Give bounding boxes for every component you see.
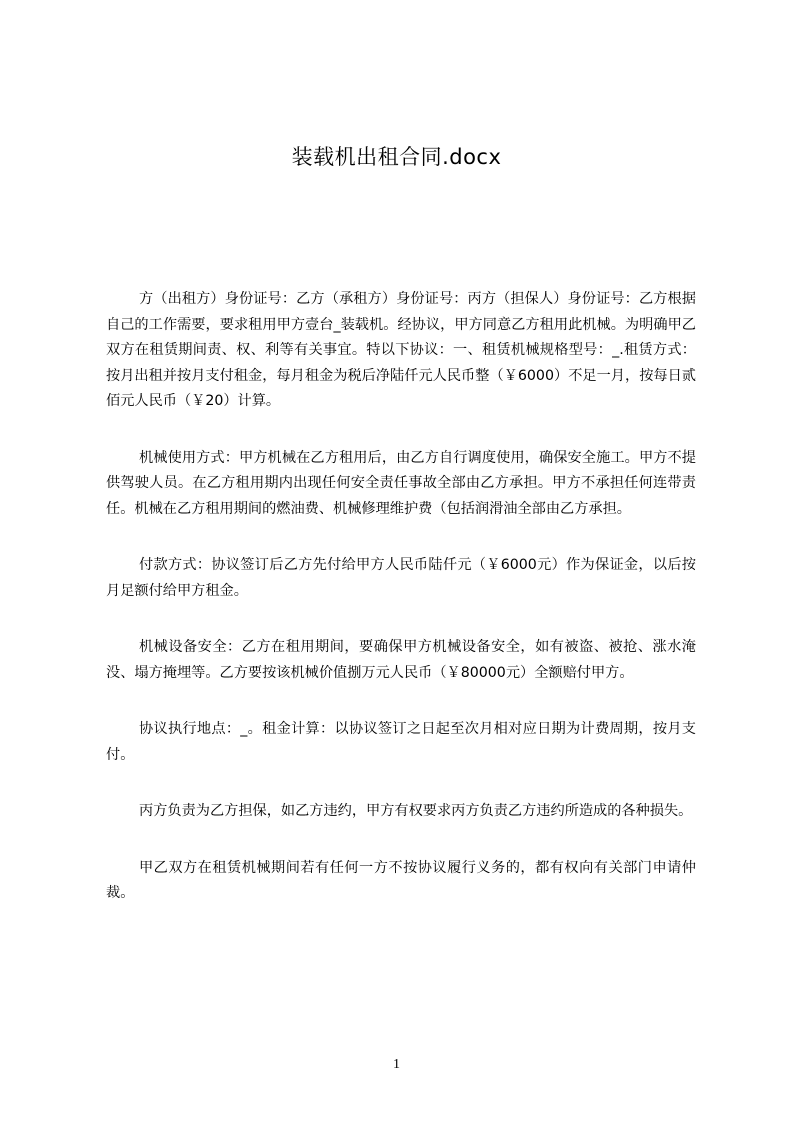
page-number: 1 [393,1057,400,1072]
paragraph-guarantee: 丙方负责为乙方担保，如乙方违约，甲方有权要求丙方负责乙方违约所造成的各种损失。 [139,803,693,819]
paragraph-arbitration: 甲乙双方在租赁机械期间若有任何一方不按协议履行义务的，都有权向有关部门申请仲裁。 [106,859,696,901]
paragraph-usage: 机械使用方式：甲方机械在乙方租用后，由乙方自行调度使用，确保安全施工。甲方不提供驾驶人员。在乙方租用期内出现任何安全责任事故全部由乙方承担。甲方不承担任何连带责任。机械在乙方租用期间的燃油费、机械修理维护费（包括润滑油全部由乙方承担。 [106,449,696,517]
paragraph-safety: 机械设备安全：乙方在租用期间，要确保甲方机械设备安全，如有被盗、被抢、涨水淹没、塌方掩埋等。乙方要按该机械价值捌万元人民币（￥80000元）全额赔付甲方。 [106,639,696,681]
paragraph-location: 协议执行地点：_。租金计算：以协议签订之日起至次月相对应日期为计费周期，按月支付。 [106,721,696,763]
paragraph-parties: 方（出租方）身份证号：乙方（承租方）身份证号：丙方（担保人）身份证号：乙方根据自己的工作需要，要求租用甲方壹台_装载机。经协议，甲方同意乙方租用此机械。为明确甲乙双方在租赁期间责、权、利等有关事宜。特以下协议：一、租赁机械规格型号：_.租赁方式：按月出租并按月支付租金，每月租金为税后净陆仟元人民币整（￥6000）不足一月，按每日贰佰元人民币（￥20）计算。 [106,291,696,409]
paragraph-payment: 付款方式：协议签订后乙方先付给甲方人民币陆仟元（￥6000元）作为保证金，以后按月足额付给甲方租金。 [106,557,696,599]
document-body [106,287,696,938]
document-title: 装载机出租合同.docx [291,145,502,169]
